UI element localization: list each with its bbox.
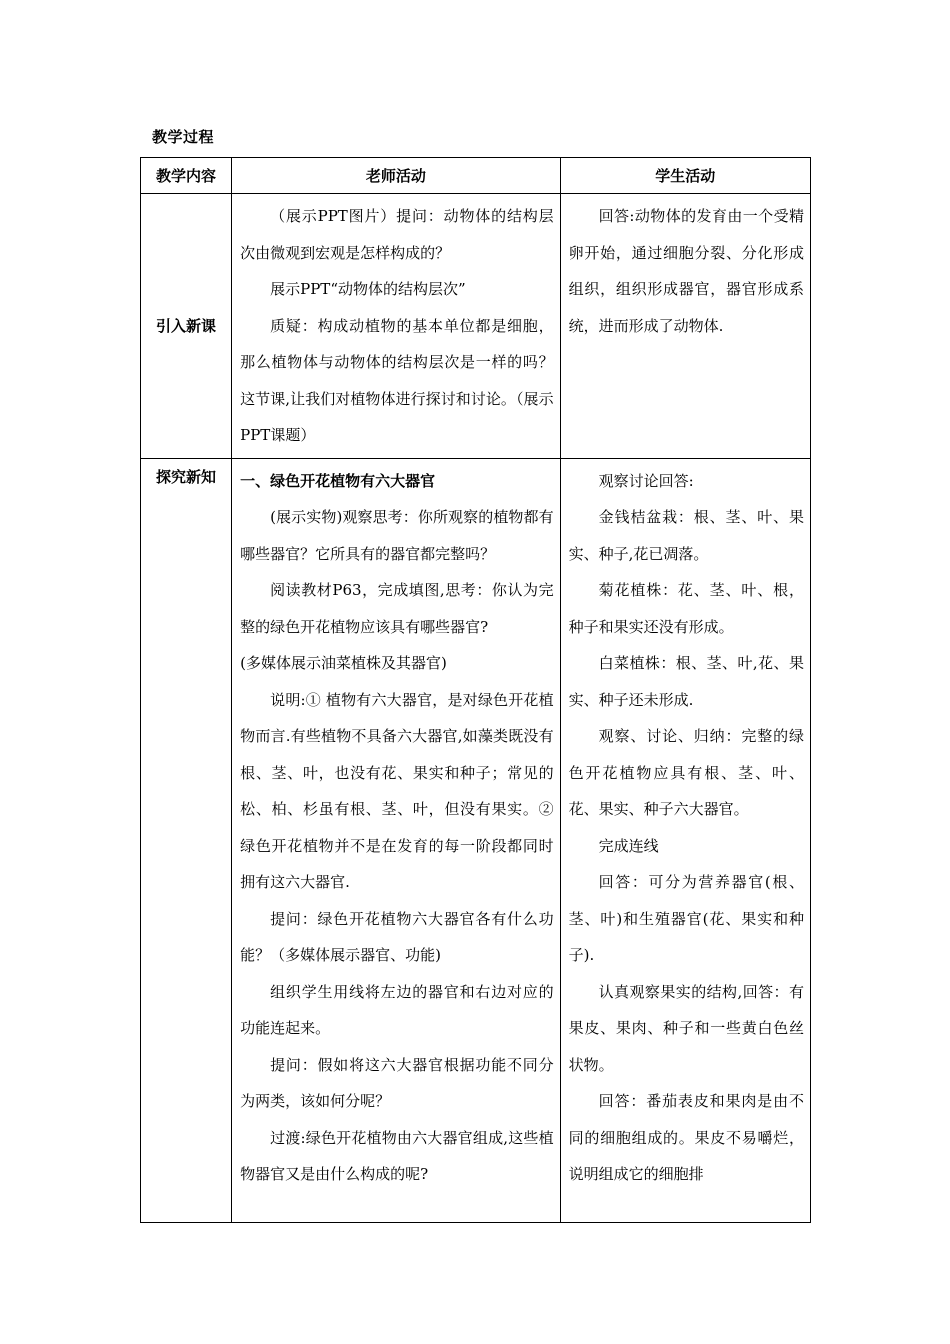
paragraph: 回答:动物体的发育由一个受精卵开始，通过细胞分裂、分化形成组织，组织形成器官，器官形成系统，进而形成了动物体. [568,207,804,335]
paragraph: 完成连线 [598,836,659,855]
header-teacher-activity: 老师活动 [232,158,560,194]
paragraph: 组织学生用线将左边的器官和右边对应的功能连起来。 [240,982,554,1037]
paragraph: 质疑：构成动植物的基本单位都是细胞，那么植物体与动物体的结构层次是一样的吗？这节课,让我们对植物体进行探讨和讨论。（展示PPT课题） [240,316,554,444]
table-row [141,194,811,459]
teacher-activity-cell [232,458,560,1222]
paragraph: 回答：可分为营养器官(根、茎、叶)和生殖器官(花、果实和种子). [568,873,804,964]
paragraph: 回答：番茄表皮和果肉是由不同的细胞组成的。果皮不易嚼烂，说明组成它的细胞排 [568,1092,804,1183]
paragraph: 展示PPT“动物体的结构层次” [270,280,466,298]
header-student-activity: 学生活动 [560,158,810,194]
paragraph: 观察讨论回答: [598,471,694,490]
paragraph: 说明:① 植物有六大器官，是对绿色开花植物而言.有些植物不具备六大器官,如藻类既没有根、茎、叶，也没有花、果实和种子；常见的松、柏、杉虽有根、茎、叶，但没有果实。②绿色开花植物并不是在发育的每一阶段都同时拥有这六大器官. [240,690,554,891]
table-header-row [141,158,811,194]
lesson-table [140,157,811,1223]
subsection-heading: 一、绿色开花植物有六大器官 [240,471,436,490]
paragraph: (多媒体展示油菜植株及其器官) [240,654,447,672]
paragraph: 白菜植株：根、茎、叶,花、果实、种子还未形成. [568,654,804,709]
section-title: 教学过程 [152,128,215,146]
paragraph: (展示实物)观察思考：你所观察的植物都有哪些器官？它所具有的器官都完整吗？ [240,508,554,563]
row-label: 引入新课 [141,194,232,459]
student-activity-cell [560,458,810,1222]
paragraph: 提问：绿色开花植物六大器官各有什么功能？（多媒体展示器官、功能) [240,909,554,964]
paragraph: 菊花植株：花、茎、叶、根，种子和果实还没有形成。 [568,581,804,636]
header-content: 教学内容 [141,158,232,194]
paragraph: 观察、讨论、归纳：完整的绿色开花植物应具有根、茎、叶、花、果实、种子六大器官。 [568,727,804,818]
paragraph: 过渡:绿色开花植物由六大器官组成,这些植物器官又是由什么构成的呢? [240,1128,554,1183]
student-activity-cell [560,194,810,459]
paragraph: 认真观察果实的结构,回答：有果皮、果肉、种子和一些黄白色丝状物。 [568,982,804,1074]
paragraph: 提问：假如将这六大器官根据功能不同分为两类，该如何分呢？ [240,1055,554,1110]
paragraph: 阅读教材P63，完成填图,思考：你认为完整的绿色开花植物应该具有哪些器官? [240,581,554,636]
teacher-activity-cell [232,194,560,459]
paragraph: （展示PPT图片）提问：动物体的结构层次由微观到宏观是怎样构成的？ [240,207,554,262]
paragraph: 金钱桔盆栽：根、茎、叶、果实、种子,花已凋落。 [568,508,804,563]
table-row [141,458,811,1222]
row-label: 探究新知 [141,458,232,1222]
